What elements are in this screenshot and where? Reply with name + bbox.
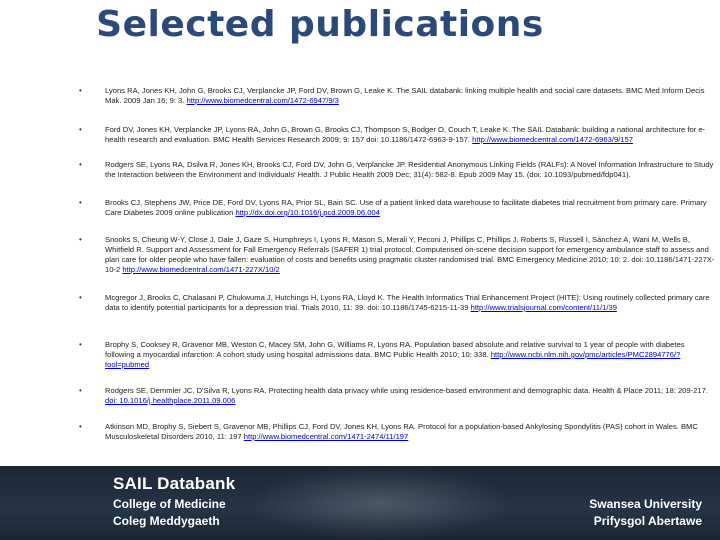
bullet-icon: • xyxy=(79,293,82,302)
publication-link[interactable]: http://dx.doi.org/10.1016/j.pcd.2009.06.004 xyxy=(235,208,380,217)
bullet-icon: • xyxy=(79,422,82,431)
citation: Snooks S, Cheung W-Y, Close J, Dale J, Gaze S, Humphreys I, Lyons R, Mason S, Merali Y, Peconi J, Phillips C, Phillips J, Roberts S, Russell I, Sánchez A, Wani M, Wells B, Whitfield R. Support and Assessment for Fall Emergency Referrals (SAFER 1) trial protocol. Computerised on-scene decision support for emergency ambulance staff to assess and plan care for older people who have fallen: evaluation of costs and benefits using pragmatic cluster randomised trial. BMC Emergency Medicine 2010; 10: 2. doi: 10.1186/1471-227X-10-2 xyxy=(105,235,715,274)
college-name-welsh: Coleg Meddygaeth xyxy=(113,514,220,528)
publication-text xyxy=(105,125,715,145)
bullet-icon: • xyxy=(79,86,82,95)
publication-link[interactable]: http://www.ncbi.nlm.nih.gov/pmc/articles/PMC2894776/?tool=pubmed xyxy=(105,350,681,369)
publication-link[interactable]: http://www.biomedcentral.com/1471-2474/11/197 xyxy=(243,432,409,441)
bullet-icon: • xyxy=(79,198,82,207)
bullet-icon: • xyxy=(79,125,82,134)
university-name-english: Swansea University xyxy=(589,497,702,511)
publication-text xyxy=(105,422,715,442)
publication-link[interactable]: http://www.biomedcentral.com/1472-6947/9/3 xyxy=(186,96,339,105)
publication-link[interactable]: http://www.biomedcentral.com/1471-227X/10/2 xyxy=(122,265,280,274)
footer-banner xyxy=(0,466,720,540)
citation: Rodgers SE, Lyons RA, Dsilva R, Jones KH, Brooks CJ, Ford DV, John G, Verplancke JP. Residential Anonymous Linking Fields (RALFs): A Novel Information Infrastructure to Study the Interaction between the Environment and Individuals' Health. J Public Health 2009 Dec; 31(4): 582-8. Epub 2009 May 15. (doi: 10.1093/pubmed/fdp041). xyxy=(105,160,714,179)
publication-text xyxy=(105,386,715,406)
publication-text xyxy=(105,293,715,313)
bullet-icon: • xyxy=(79,386,82,395)
citation: Mcgregor J, Brooks C, Chalasani P, Chukwuma J, Hutchings H, Lyons RA, Lloyd K. The Health Informatics Trial Enhancement Project (HITE): Using routinely collected primary care data to identify potential participants for a depression trial. Trials 2010, 11: 39. doi: 10.1186/1745-6215-11-39 xyxy=(105,293,710,312)
slide-title: Selected publications xyxy=(96,4,544,45)
university-name-welsh: Prifysgol Abertawe xyxy=(593,514,702,528)
bullet-icon: • xyxy=(79,160,82,169)
publication-link[interactable]: doi: 10.1016/j.healthplace.2011.09.006 xyxy=(105,396,236,405)
publication-link[interactable]: http://www.trialsjournal.com/content/11/1/39 xyxy=(470,303,617,312)
publication-text xyxy=(105,86,715,106)
citation: Brophy S, Cooksey R, Gravenor MB, Weston C, Macey SM, John G, Williams R, Lyons RA. Population based absolute and relative survival to 1 year of people with diabetes following a myocardial infarction: A cohort study using hospital admissions data. BMC Public Health 2010; 10: 338. xyxy=(105,340,685,359)
publication-text xyxy=(105,340,715,370)
publication-text xyxy=(105,235,715,275)
citation: Atkinson MD, Brophy S, Siebert S, Gravenor MB, Phillips CJ, Ford DV, Jones KH, Lyons RA. Protocol for a population-based Ankylosing Spondylitis (PAS) cohort in Wales. BMC Musculoskeletal Disorders 2010, 11: 197 xyxy=(105,422,698,441)
college-name-english: College of Medicine xyxy=(113,497,226,511)
publication-text xyxy=(105,160,715,180)
footer-glow xyxy=(250,466,510,540)
citation: Ford DV, Jones KH, Verplancke JP, Lyons RA, John G, Brown G, Brooks CJ, Thompson S, Bodger O, Couch T, Leake K. The SAIL Databank: building a national architecture for e-health research and evaluation. BMC Health Services Research 2009; 9: 157 doi: 10.1186/1472-6963-9-157. xyxy=(105,125,706,144)
publication-text xyxy=(105,198,715,218)
publication-link[interactable]: http://www.biomedcentral.com/1472-6963/9/157 xyxy=(472,135,633,144)
citation: Brooks CJ, Stephens JW, Price DE, Ford DV, Lyons RA, Prior SL, Bain SC. Use of a patient linked data warehouse to facilitate diabetes trial recruitment from primary care. Primary Care Diabetes 2009 online publication xyxy=(105,198,707,217)
citation: Lyons RA, Jones KH, John G, Brooks CJ, Verplancke JP, Ford DV, Brown G, Leake K. The SAIL databank: linking multiple health and social care datasets. BMC Med Inform Decis Mak. 2009 Jan 16; 9: 3. xyxy=(105,86,705,105)
citation: Rodgers SE, Demmler JC, D'Silva R, Lyons RA. Protecting health data privacy while using residence-based environment and demographic data. Health & Place 2011; 18: 209-217. xyxy=(105,386,708,395)
bullet-icon: • xyxy=(79,235,82,244)
bullet-icon: • xyxy=(79,340,82,349)
sail-databank-logo-text: SAIL Databank xyxy=(113,474,236,493)
